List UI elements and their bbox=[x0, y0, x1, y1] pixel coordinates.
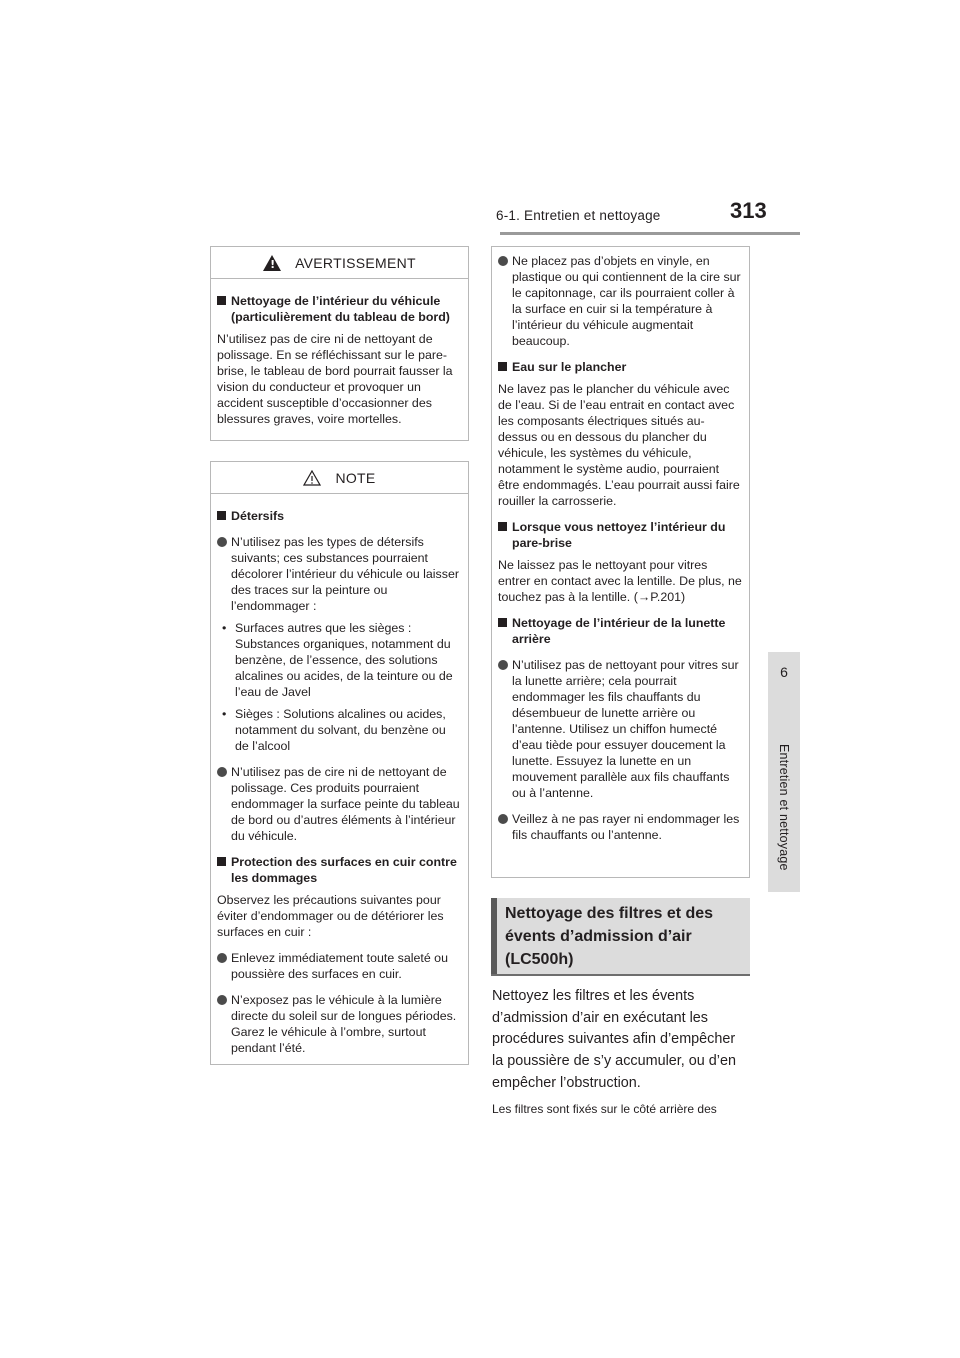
round-bullet-icon bbox=[498, 660, 508, 670]
round-bullet-icon bbox=[217, 537, 227, 547]
section-heading bbox=[491, 898, 750, 976]
list-item: N’utilisez pas de nettoyant pour vitres sur la lunette arrière; cela pourrait endommager les fils chauffants du désembueur de lunette arrière ou l’antenne. Utilisez un chiffon humecté d’eau tiède pour essuyer doucement la lunette. Essuyez la lunette en un mouvement parallèle aux fils chauffants ou à l’antenne. bbox=[498, 657, 743, 801]
square-bullet-icon bbox=[498, 362, 507, 371]
note-subheading-cuir: Protection des surfaces en cuir contre les dommages bbox=[217, 854, 462, 886]
chapter-number: 6 bbox=[780, 664, 788, 680]
list-item: N’utilisez pas les types de détersifs suivants; ces substances pourraient décolorer l’intérieur du véhicule ou laisser des traces sur la peinture ou l’endommager : bbox=[217, 534, 462, 614]
pare-brise-text: Ne laissez pas le nettoyant pour vitres entrer en contact avec la lentille. De plus, ne touchez pas à la lentille. (→P.201) bbox=[498, 558, 742, 604]
note-title: NOTE bbox=[335, 469, 376, 486]
round-bullet-icon bbox=[498, 256, 508, 266]
round-bullet-icon bbox=[217, 995, 227, 1005]
subheading-lunette: Nettoyage de l’intérieur de la lunette arrière bbox=[498, 615, 743, 647]
warning-box bbox=[210, 246, 469, 441]
note-continuation-box bbox=[491, 246, 750, 878]
chapter-title: Entretien et nettoyage bbox=[777, 744, 791, 871]
section-title: 6-1. Entretien et nettoyage bbox=[496, 208, 661, 223]
heading-accent-bar bbox=[491, 898, 497, 974]
list-item: Veillez à ne pas rayer ni endommager les fils chauffants ou l’antenne. bbox=[498, 811, 743, 843]
section-footer-text: Les filtres sont fixés sur le côté arrière des bbox=[492, 1102, 717, 1116]
caution-triangle-outline-icon bbox=[303, 470, 321, 486]
note-header bbox=[211, 462, 468, 494]
warning-header bbox=[211, 247, 468, 279]
warning-text: N’utilisez pas de cire ni de nettoyant de polissage. En se réfléchissant sur le pare-brise, le tableau de bord pourrait fausser la vision du conducteur et provoquer un accident susceptible d’occasionner des blessures graves, voire mortelles. bbox=[217, 332, 453, 426]
round-bullet-icon bbox=[217, 767, 227, 777]
list-item: N’utilisez pas de cire ni de nettoyant de polissage. Ces produits pourraient endommager la surface peinte du tableau de bord ou d’autres éléments à l’intérieur du véhicule. bbox=[217, 764, 462, 844]
warning-triangle-filled-icon bbox=[263, 255, 281, 271]
square-bullet-icon bbox=[217, 511, 226, 520]
square-bullet-icon bbox=[498, 618, 507, 627]
page-number: 313 bbox=[730, 198, 767, 223]
subheading-eau: Eau sur le plancher bbox=[498, 359, 743, 375]
section-body-text: Nettoyez les filtres et les évents d’admission d’air en exécutant les procédures suivantes afin d’empêcher la poussière de s’y accumuler, ou d’en empêcher l’obstruction. bbox=[492, 988, 736, 1091]
note-box bbox=[210, 461, 469, 1065]
eau-text: Ne lavez pas le plancher du véhicule avec de l’eau. Si de l’eau entrait en contact avec les composants électriques situés au-dessus ou en dessous du plancher du véhicule, les systèmes du véhicule, notamment le système audio, pourraient être endommagés. L’eau pourrait aussi faire rouiller la carrosserie. bbox=[498, 382, 740, 508]
note-cuir-text: Observez les précautions suivantes pour éviter d’endommager ou de détériorer les surfaces en cuir : bbox=[217, 893, 444, 939]
warning-title: AVERTISSEMENT bbox=[295, 254, 416, 271]
list-item: • Sièges : Solutions alcalines ou acides, notamment du solvant, du benzène ou de l’alcool bbox=[222, 707, 446, 753]
square-bullet-icon bbox=[217, 296, 226, 305]
list-item: • Surfaces autres que les sièges : Substances organiques, notamment du benzène, de l’essence, des solutions alcalines ou acides, de la teinture ou de l’eau de Javel bbox=[222, 621, 453, 699]
list-item: N’exposez pas le véhicule à la lumière directe du soleil sur de longues périodes. Garez le véhicule à l’ombre, surtout pendant l’été. bbox=[217, 992, 462, 1056]
subheading-pare-brise: Lorsque vous nettoyez l’intérieur du pare-brise bbox=[498, 519, 743, 551]
round-bullet-icon bbox=[217, 953, 227, 963]
list-item: Enlevez immédiatement toute saleté ou poussière des surfaces en cuir. bbox=[217, 950, 462, 982]
square-bullet-icon bbox=[217, 857, 226, 866]
warning-subheading: Nettoyage de l’intérieur du véhicule (particulièrement du tableau de bord) bbox=[217, 293, 462, 325]
list-item: Ne placez pas d’objets en vinyle, en plastique ou qui contiennent de la cire sur le capitonnage, car ils pourraient coller à la surface en cuir si la température à l’intérieur du véhicule augmentait beaucoup. bbox=[498, 253, 743, 349]
section-heading-title: Nettoyage des filtres et des évents d’admission d’air (LC500h) bbox=[505, 905, 714, 968]
note-subheading-detersifs: Détersifs bbox=[217, 508, 462, 524]
square-bullet-icon bbox=[498, 522, 507, 531]
round-bullet-icon bbox=[498, 814, 508, 824]
header-rule bbox=[500, 232, 800, 235]
